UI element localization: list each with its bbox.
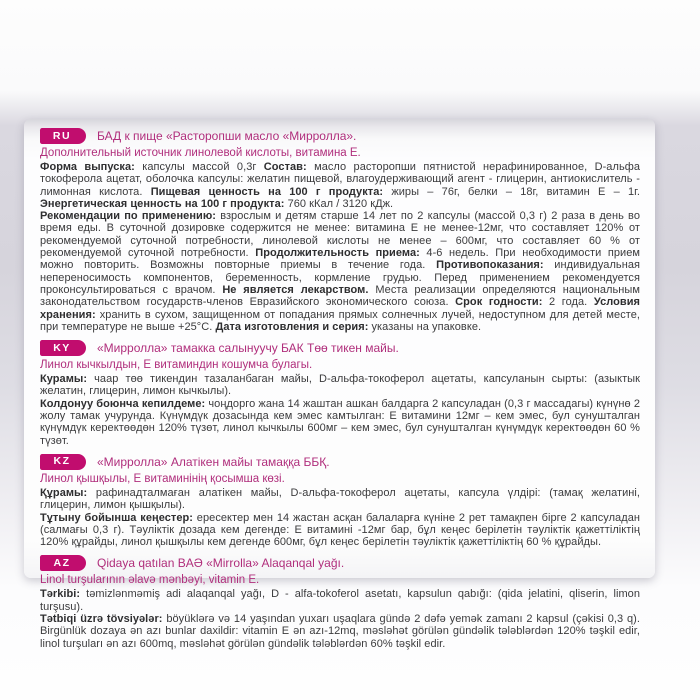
- body-paragraph: Рекомендации по применению: взрослым и детям старше 14 лет по 2 капсулы (массой 0,3 г) 2 раза в день во время еды. В суточной дозировке содержится не менее: витамина Е не менее-12мг, что составляет 120% от рекомендуемой суточной потребности, линолевой кислоты не менее – 600мг, что составляет 60 % от рекомендуемой суточной потребности. Продолжительность приема: 4-6 недель. При необходимости прием можно повторить. Возможны повторные приемы в течение года. Противопоказания: индивидуальная непереносимость компонентов, беременность, кормление грудью. Перед применением рекомендуется проконсультироваться с врачом. Не является лекарством. Места реализации определяются национальным законодательством государств-членов Евразийского экономического союза. Срок годности: 2 года. Условия хранения: хранить в сухом, защищенном от попадания прямых солнечных лучей, недоступном для детей месте, при температуре не выше +25°С. Дата изготовления и серия: указаны на упаковке.: [40, 210, 641, 333]
- label-card: [24, 119, 655, 650]
- section-title-ky: «Мирролла» тамакка салынуучу БАК Төө тикен майы.: [97, 341, 399, 356]
- section-kz: [40, 454, 640, 548]
- section-az: [40, 555, 640, 649]
- lang-badge-az: AZ: [40, 555, 86, 571]
- lang-badge-kz: KZ: [40, 454, 86, 470]
- section-ru: [40, 128, 640, 333]
- lang-badge-ru: RU: [40, 128, 86, 144]
- body-paragraph: Тұтыну бойынша кеңестер: ересектер мен 14 жастан асқан балаларға күніне 2 рет тамақпен бірге 2 капсуладан (салмағы 0,3 г). Тәуліктік дозада кем дегенде: Е витамині -12мг бар, бұл кеңес берілетін тәуліктік қажеттіліктің 120% құрайды, линол қышқылы кем дегенде 600мг, бұл кеңес берілетін тәуліктік қажеттіліктің 60 % құрайды.: [40, 511, 640, 549]
- section-body-az: [40, 588, 640, 649]
- lang-badge-ky: KY: [40, 340, 86, 356]
- body-paragraph: Құрамы: рафинадталмаған алатікен майы, D-альфа-токоферол ацетаты, капсула үлдірі: (тамақ желатині, глицерин, лимон қышқылы).: [40, 486, 640, 512]
- section-subtitle-kz: Линол қышқылы, Е витаминінің қосымша көзі.: [40, 472, 285, 485]
- section-title-kz: «Мирролла» Алатікен майы тамаққа ББҚ.: [97, 454, 330, 469]
- body-paragraph: Tərkibi: təmizlənməmiş adi alaqanqal yağı, D - alfa-tokoferol asetatı, kapsulun qabığı: (qida jelatini, qliserin, limon turşusu).: [40, 588, 640, 613]
- section-header-row: [40, 340, 640, 356]
- section-header-row: [40, 454, 640, 470]
- body-paragraph: Курамы: чаар төө тикендин тазаланбаган майы, D-альфа-токоферол ацетаты, капсуланын сырты: (азыктык желатин, глицерин, лимон кычкылы).: [40, 373, 640, 398]
- section-subtitle-az: Linol turşularının əlavə mənbəyi, vitamin E.: [40, 574, 260, 587]
- section-subtitle-ru: Дополнительный источник линолевой кислоты, витамина Е.: [40, 147, 361, 159]
- section-body-kz: [40, 487, 640, 548]
- section-header-row: [40, 128, 640, 144]
- body-paragraph: Форма выпуска: капсулы массой 0,3г Состав: масло расторопши пятнистой нерафинированное, D-альфа токоферола ацетат, оболочка капсулы: желатин пищевой, влагоудерживающий агент - глицерин, антиокислитель - лимонная кислота. Пищевая ценность на 100 г продукта: жиры – 76г, белки – 18г, витамин Е – 1г. Энергетическая ценность на 100 г продукта: 760 кКал / 3120 кДж.: [40, 161, 640, 210]
- section-subtitle-ky: Линол кычкылдын, Е витаминдин кошумча булагы.: [40, 359, 313, 372]
- body-paragraph: Колдонуу боюнча кепилдеме: чоңдорго жана 14 жаштан ашкан балдарга 2 капсуладан (0,3 г массадагы) күнүнө 2 жолу тамак учурунда. Күнүмдүк дозасында кем эмес камтылган: Е витамини 12мг – кем эмес, бул сунушталган күнүмдүк керектөөдөн 120% түзөт, линол кычкылы 600мг – кем эмес, бул сунушталган күнүмдүк керектөөдөн 60 % түзөт.: [40, 397, 640, 447]
- section-body-ru: [40, 161, 640, 333]
- section-body-ky: [40, 373, 640, 447]
- body-paragraph: Tətbiqi üzrə tövsiyələr: böyüklərə və 14 yaşından yuxarı uşaqlara gündə 2 dəfə yemək zamanı 2 kapsul (çəkisi 0,3 q). Birgünlük dozaya ən azı bunlar daxildir: vitamin E ən azı-12mq, məsləhət görülən gündəlik tələblərdən 120% təşkil edir, linol turşuları ən azı 600mq, məsləhət görülən gündəlik tələblərdən 60% təşkil edir.: [40, 613, 640, 650]
- section-title-ru: БАД к пище «Расторопши масло «Мирролла».: [97, 129, 357, 143]
- section-header-row: [40, 555, 640, 571]
- section-ky: [40, 340, 640, 447]
- section-title-az: Qidaya qatılan BAƏ «Mirrolla» Alaqanqal yağı.: [97, 556, 345, 571]
